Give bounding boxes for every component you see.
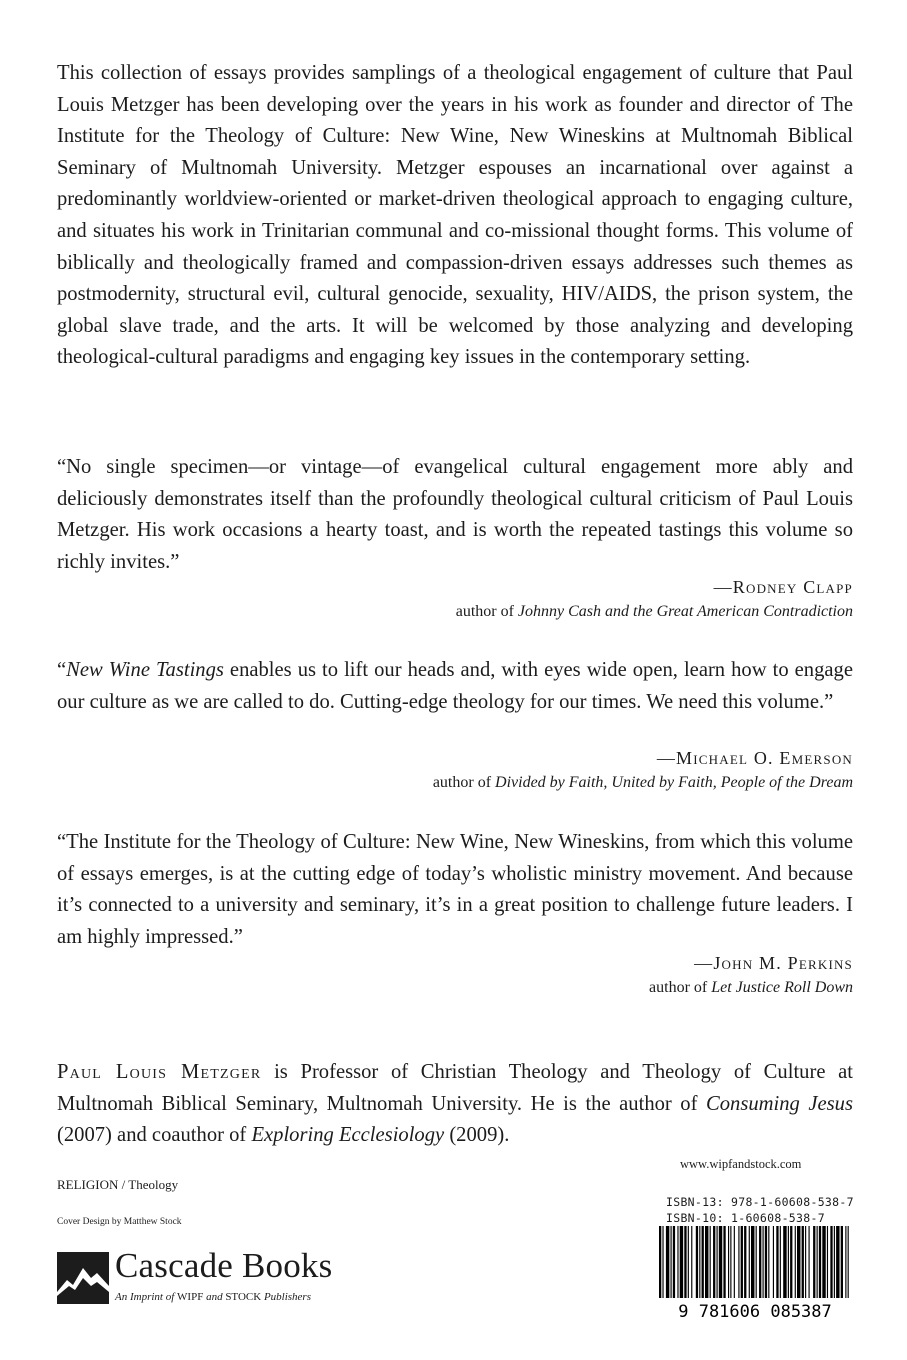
- endorser-name-2: —Michael O. Emerson: [656, 748, 853, 768]
- barcode-bar: [744, 1226, 746, 1298]
- barcode-bar: [696, 1226, 698, 1298]
- endorser-name-1: —Rodney Clapp: [713, 577, 853, 597]
- barcode-bar: [768, 1226, 769, 1298]
- barcode-bar: [795, 1226, 796, 1298]
- barcode: [655, 1226, 855, 1320]
- barcode-bar: [723, 1226, 725, 1298]
- barcode-bar: [673, 1226, 675, 1298]
- author-bio: Paul Louis Metzger is Professor of Christian Theology and Theology of Culture at Multnomah Biblical Seminary, Multnomah University. He is the author of Consuming Jesus (2007) and coauthor of Exploring Ecclesiology (2009).: [57, 1061, 853, 1147]
- barcode-bar: [671, 1226, 672, 1298]
- barcode-bar: [819, 1226, 821, 1298]
- barcode-bar: [809, 1226, 810, 1298]
- barcode-bar: [688, 1226, 689, 1298]
- barcode-bar: [773, 1226, 774, 1298]
- barcode-bar: [802, 1226, 804, 1298]
- barcode-bar: [822, 1226, 825, 1298]
- barcode-bar: [805, 1226, 806, 1298]
- barcode-bar: [702, 1226, 704, 1298]
- barcode-bar: [790, 1226, 792, 1298]
- endorser-name-3: —John M. Perkins: [694, 953, 853, 973]
- barcode-bar: [797, 1226, 800, 1298]
- barcode-bar: [759, 1226, 761, 1298]
- author-name: Paul Louis Metzger: [57, 1061, 262, 1083]
- isbn-13: ISBN-13: 978-1-60608-538-7: [666, 1195, 854, 1209]
- endorser-book-1: author of Johnny Cash and the Great American Contradiction: [455, 603, 853, 620]
- barcode-bar: [836, 1226, 839, 1298]
- barcode-bar: [719, 1226, 722, 1298]
- barcode-bar: [783, 1226, 786, 1298]
- barcode-bar: [728, 1226, 729, 1298]
- endorser-book-2: author of Divided by Faith, United by Faith, People of the Dream: [432, 774, 853, 791]
- publisher-website: www.wipfandstock.com: [680, 1157, 802, 1171]
- barcode-bar: [705, 1226, 708, 1298]
- barcode-bar: [817, 1226, 818, 1298]
- barcode-bar: [751, 1226, 754, 1298]
- barcode-bar: [827, 1226, 828, 1298]
- barcode-bar: [765, 1226, 767, 1298]
- barcode-bar: [834, 1226, 835, 1298]
- barcode-bar: [659, 1226, 661, 1298]
- barcode-bar: [741, 1226, 743, 1298]
- barcode-bar: [788, 1226, 789, 1298]
- barcode-bar: [662, 1226, 663, 1298]
- quote-text: “No single specimen—or vintage—of evangelical cultural engagement more ably and deliciously demonstrates itself than the profoundly theological cultural criticism of Paul Louis Metzger. His work occasions a hearty toast, and is worth the repeated tastings this volume so richly invites.”: [57, 456, 853, 573]
- barcode-bar: [776, 1226, 778, 1298]
- barcode-bar: [841, 1226, 843, 1298]
- barcode-bar: [813, 1226, 815, 1298]
- barcode-bar: [780, 1226, 781, 1298]
- barcode-bar: [713, 1226, 715, 1298]
- barcode-bar: [680, 1226, 683, 1298]
- barcode-digits: 9 781606 085387: [678, 1302, 832, 1320]
- isbn-10: ISBN-10: 1-60608-538-7: [666, 1211, 825, 1225]
- barcode-bar: [848, 1226, 849, 1298]
- barcode-bar: [749, 1226, 750, 1298]
- cover-design-credit: Cover Design by Matthew Stock: [57, 1217, 182, 1227]
- barcode-bar: [830, 1226, 832, 1298]
- bisac-category: RELIGION / Theology: [57, 1177, 179, 1192]
- back-cover-blurb: This collection of essays provides samplings of a theological engagement of culture that Paul Louis Metzger has been developing over the years in his work as founder and director of The Institute for the Theology of Culture: New Wine, New Wineskins at Multnomah Biblical Seminary of Multnomah University. Metzger espouses an incarnational over against a predominantly worldview-oriented or market-driven theological approach to engaging culture, and situates his work in Trinitarian communal and co-missional thought forms. This volume of biblically and theologically framed and compassion-driven essays addresses such themes as postmodernity, structural evil, cultural genocide, sexuality, HIV/AIDS, the prison system, the global slave trade, and the arts. It will be welcomed by those analyzing and developing theological-cultural paradigms and engaging key issues in the contemporary setting.: [57, 62, 853, 369]
- barcode-bar: [717, 1226, 718, 1298]
- book-title-italic: New Wine Tastings: [66, 659, 224, 681]
- endorsement-quote-2: “New Wine Tastings enables us to lift our heads and, with eyes wide open, learn how to engage our culture as we are called to do. Cutting-edge theology for our times. We need this volume.”: [57, 659, 853, 713]
- endorser-book-3: author of Let Justice Roll Down: [649, 979, 853, 996]
- barcode-bar: [763, 1226, 764, 1298]
- publisher-logo: [57, 1246, 377, 1308]
- endorsement-quote-3: “The Institute for the Theology of Culture: New Wine, New Wineskins, from which this volume of essays emerges, is at the cutting edge of today’s wholistic ministry movement. And because it’s connected to a university and seminary, it’s in a great position to challenge future leaders. I am highly impressed.”: [57, 831, 853, 948]
- publisher-name: Cascade Books: [115, 1246, 333, 1285]
- barcode-bar: [677, 1226, 678, 1298]
- endorsement-quote-1: [57, 452, 853, 578]
- barcode-bar: [734, 1226, 735, 1298]
- barcode-bar: [730, 1226, 731, 1298]
- barcode-bar: [756, 1226, 757, 1298]
- barcode-bar: [684, 1226, 686, 1298]
- barcode-bar: [691, 1226, 692, 1298]
- mountain-logo-icon: [57, 1252, 109, 1304]
- publisher-imprint: An Imprint of WIPF and STOCK Publishers: [115, 1291, 311, 1303]
- barcode-bar: [845, 1226, 846, 1298]
- barcode-bar: [738, 1226, 739, 1298]
- barcode-bar: [666, 1226, 669, 1298]
- barcode-bar: [699, 1226, 700, 1298]
- barcode-bar: [710, 1226, 711, 1298]
